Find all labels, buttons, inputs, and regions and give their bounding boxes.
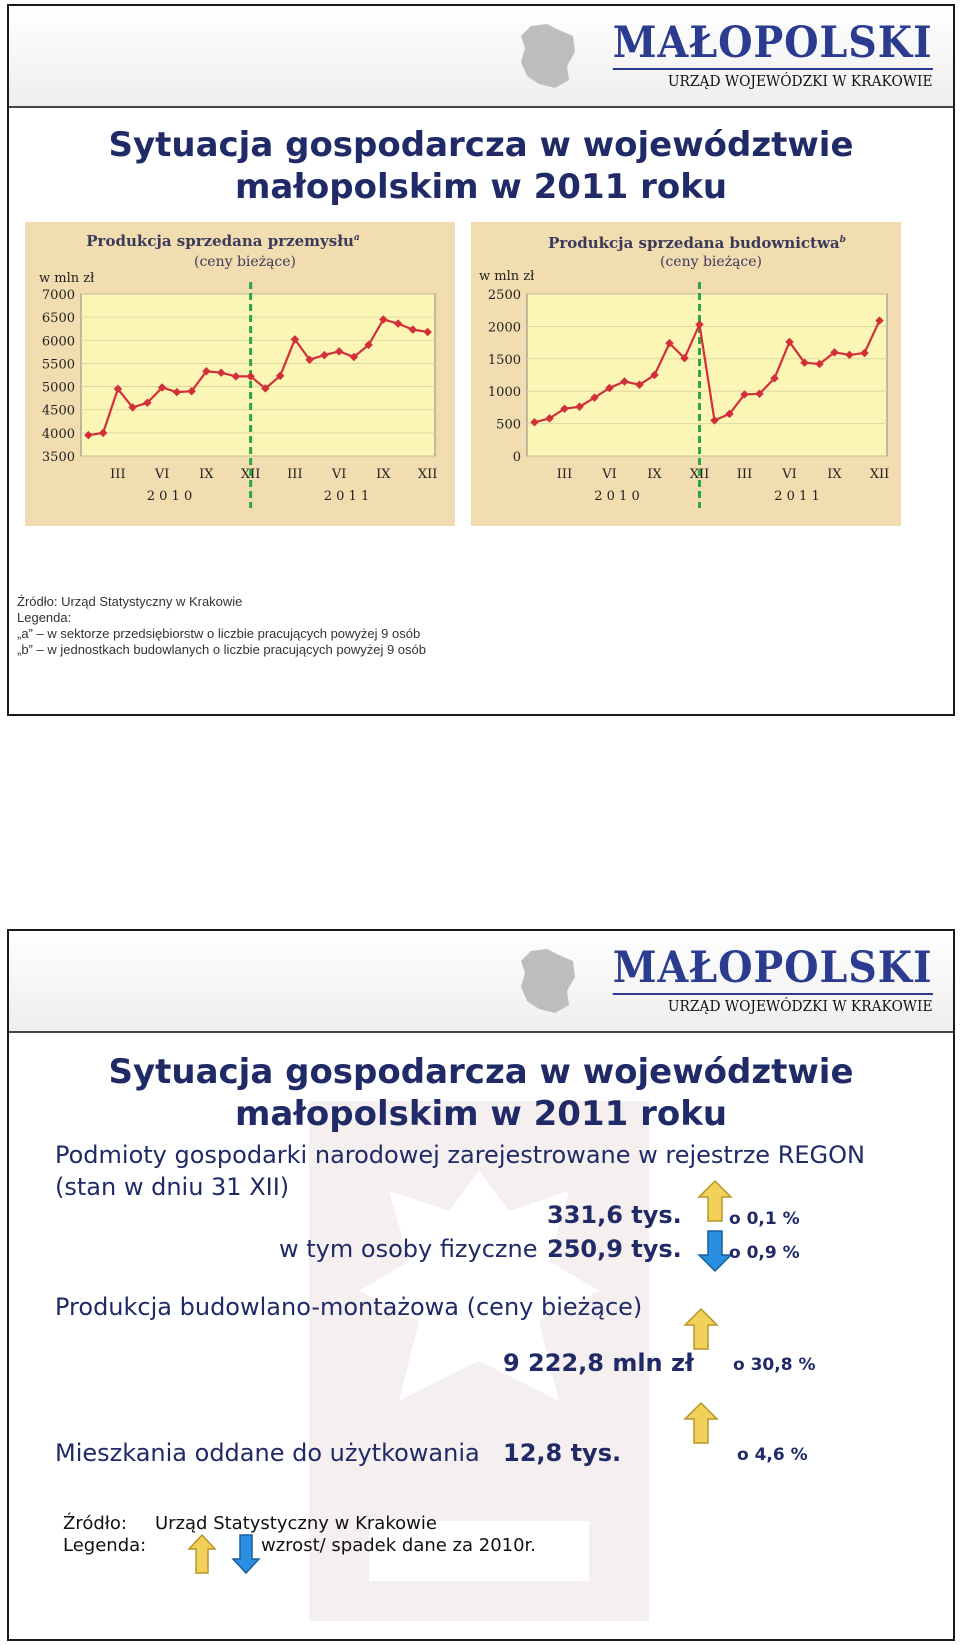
slide-title [9,124,953,208]
persons-change: o 0,9 % [729,1243,800,1263]
footer-legend-label: Legenda: [63,1535,147,1556]
x-tick-label: XII [869,467,890,482]
up-arrow-icon [683,1401,719,1445]
x-tick-label: XII [240,467,261,482]
chart-subtitle: (ceny bieżące) [660,254,762,270]
slide1-source-legend [17,594,426,658]
y-tick-label: 6500 [41,311,75,327]
slide-header [9,931,953,1033]
logo-title: MAŁOPOLSKI [613,18,933,68]
chart-title: Produkcja sprzedana budownictwa$^b$ [548,234,846,252]
x-tick-label: XII [417,467,438,482]
y-tick-label: 0 [512,450,521,465]
regon-change: o 0,1 % [729,1209,800,1229]
x-tick-label: IX [376,467,391,482]
x-tick-label: III [556,467,573,482]
construction-label: Produkcja budowlano-montażowa (ceny bieżące) [55,1293,643,1321]
x-tick-label: III [110,467,126,482]
y-axis-label: w mln zł [479,269,535,284]
year-label: 2 0 1 0 [146,489,193,504]
legend-label: Legenda: [17,610,72,625]
construction-production-chart [471,222,901,526]
source-text: Źródło: Urząd Statystyczny w Krakowie [17,594,243,609]
y-tick-label: 6000 [41,334,75,350]
x-tick-label: IX [647,467,662,482]
logo-subtitle: URZĄD WOJEWÓDZKI W KRAKOWIE [613,993,933,1015]
y-tick-label: 3500 [41,450,75,465]
x-tick-label: VI [782,467,797,482]
regon-value: 331,6 tys. [547,1201,682,1229]
x-tick-label: XII [689,467,710,482]
year-label: 2 0 1 0 [594,489,640,504]
y-axis-label: w mln zł [39,271,95,286]
slide-1 [7,4,955,716]
y-tick-label: 7000 [41,288,75,303]
y-tick-label: 1000 [487,385,521,401]
malopolska-map-icon [517,22,577,90]
construction-value: 9 222,8 mln zł [503,1349,694,1377]
x-tick-label: IX [827,467,842,482]
logo-title: MAŁOPOLSKI [613,943,933,993]
year-label: 2 0 1 1 [774,489,820,504]
up-arrow-icon [187,1533,217,1575]
y-tick-label: 500 [496,417,521,433]
dwellings-value: 12,8 tys. [503,1439,622,1467]
x-tick-label: VI [602,467,617,482]
regon-label-line-1: Podmioty gospodarki narodowej zarejestrowane w rejestrze REGON [55,1141,865,1169]
regon-label-line-2: (stan w dniu 31 XII) [55,1173,290,1201]
x-tick-label: VI [331,467,347,482]
y-tick-label: 1500 [487,352,521,368]
dwellings-label: Mieszkania oddane do użytkowania [55,1439,480,1467]
y-tick-label: 5500 [41,357,75,373]
persons-label: w tym osoby fizyczne [279,1235,538,1263]
logo [585,20,933,90]
logo-subtitle: URZĄD WOJEWÓDZKI W KRAKOWIE [613,68,933,90]
persons-value: 250,9 tys. [547,1235,682,1263]
title-line-2: małopolskim w 2011 roku [234,1094,728,1134]
y-tick-label: 2000 [487,320,521,336]
x-tick-label: III [287,467,303,482]
industry-production-chart [25,222,455,526]
malopolska-map-icon [517,947,577,1015]
up-arrow-icon [683,1307,719,1351]
footer-source-label: Źródło: [63,1513,127,1534]
logo [585,945,933,1015]
slide-header [9,6,953,108]
title-line-2: małopolskim w 2011 roku [234,167,728,207]
y-tick-label: 2500 [487,288,521,303]
down-arrow-icon [697,1229,733,1273]
up-arrow-icon [697,1179,733,1223]
chart-subtitle: (ceny bieżące) [194,254,296,270]
y-tick-label: 4000 [41,426,75,442]
dwellings-change: o 4,6 % [737,1445,808,1465]
construction-change: o 30,8 % [733,1355,816,1375]
y-tick-label: 4500 [41,403,75,419]
x-tick-label: VI [154,467,170,482]
slide-2 [7,929,955,1641]
slide-title [9,1051,953,1135]
footer-source: Urząd Statystyczny w Krakowie [155,1513,437,1534]
x-tick-label: IX [199,467,214,482]
legend-b: „b” – w jednostkach budowlanych o liczbie pracujących powyżej 9 osób [17,642,426,657]
chart-title: Produkcja sprzedana przemysłu$^a$ [86,232,360,250]
title-line-1: Sytuacja gospodarcza w województwie [108,1052,854,1092]
year-label: 2 0 1 1 [323,489,370,504]
footer-legend: wzrost/ spadek dane za 2010r. [261,1535,537,1556]
legend-a: „a” – w sektorze przedsiębiorstw o liczbie pracujących powyżej 9 osób [17,626,421,641]
title-line-1: Sytuacja gospodarcza w województwie [108,125,854,165]
x-tick-label: III [736,467,753,482]
y-tick-label: 5000 [41,380,75,396]
down-arrow-icon [231,1533,261,1575]
